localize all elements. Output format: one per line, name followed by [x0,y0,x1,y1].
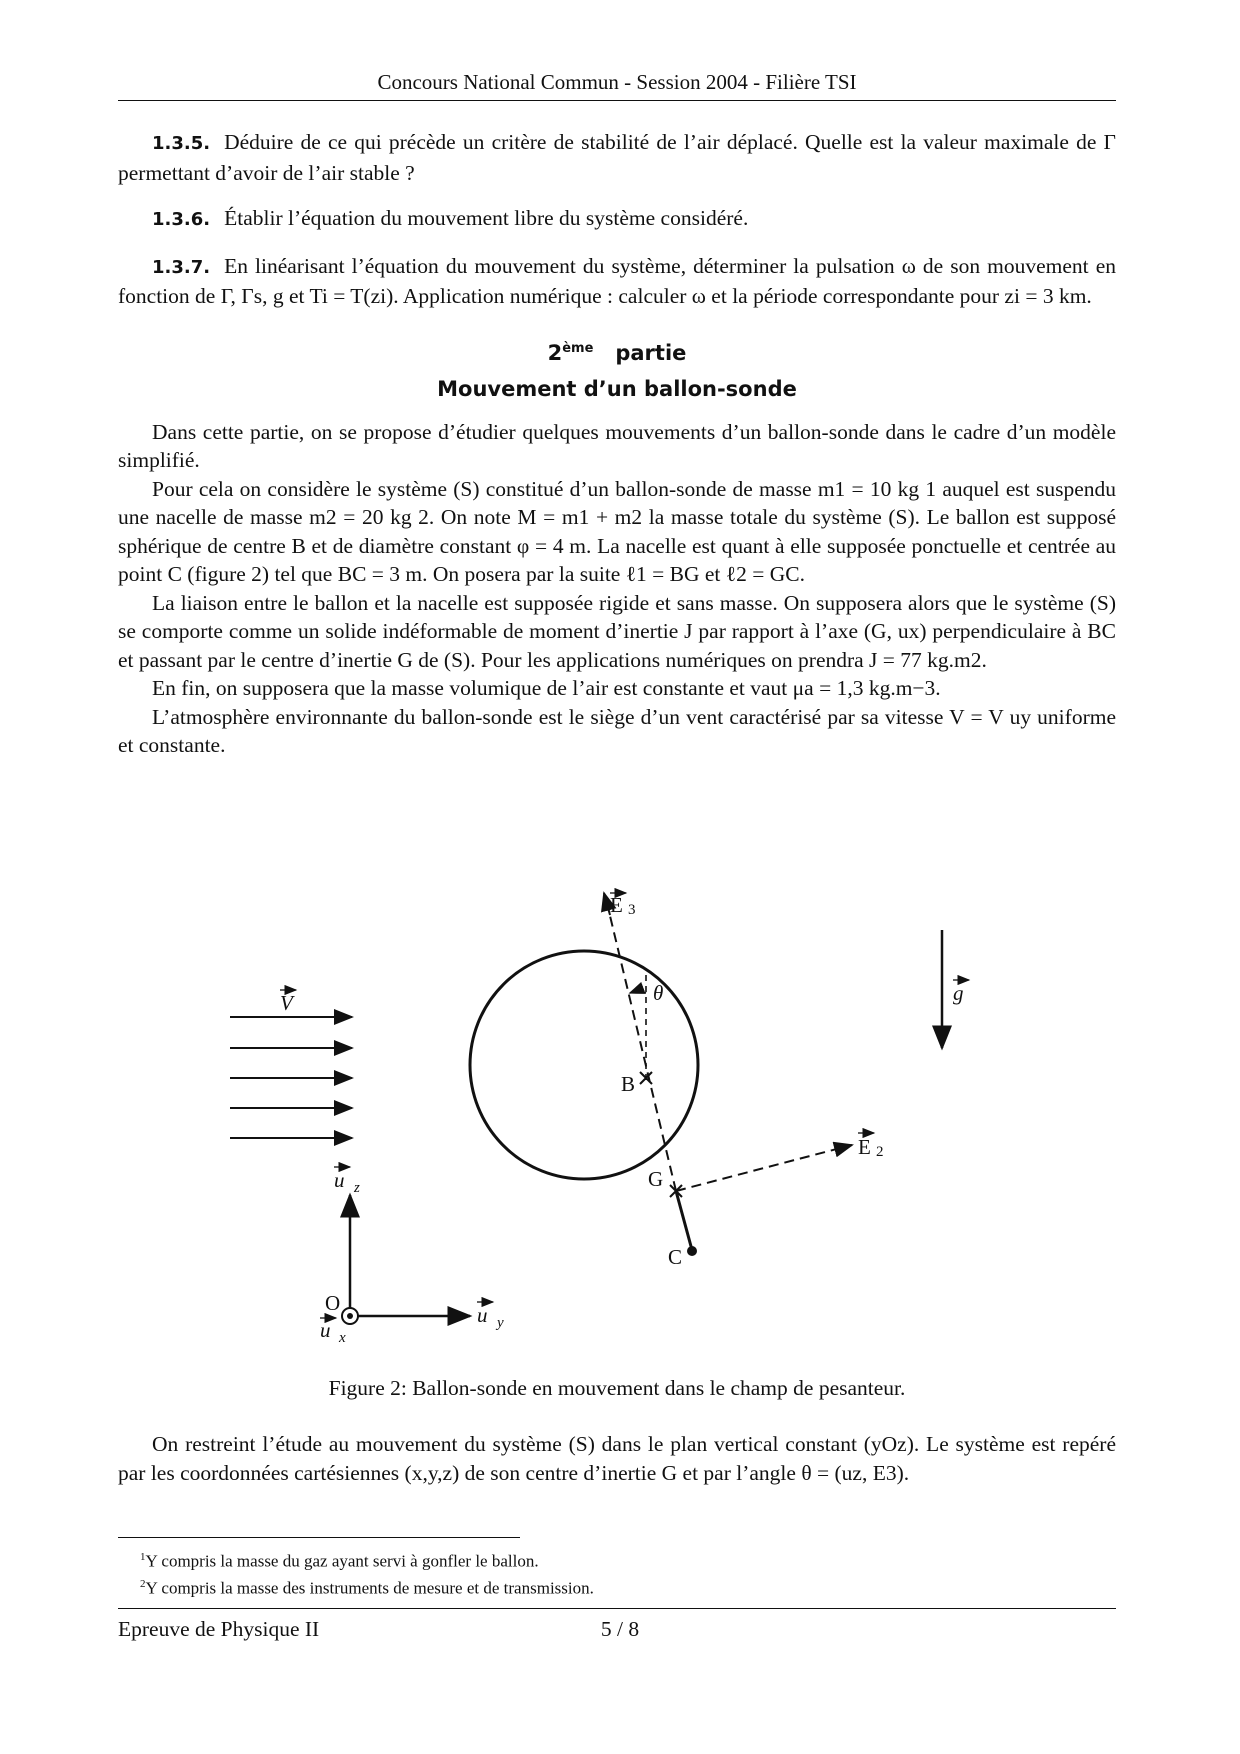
svg-text:g: g [953,981,964,1005]
paragraph-restriction [118,1430,1116,1487]
footnote-2: $^2$Y compris la masse des instruments de mesure et de transmission. [140,1577,594,1598]
label-V [280,990,296,1015]
svg-text:z: z [354,1180,360,1196]
question-number: 1.3.5. [152,133,211,154]
label-G: G [648,1167,664,1191]
page-number: 5 / 8 [600,1617,640,1641]
svg-text:x: x [339,1330,346,1346]
label-uy [477,1302,504,1331]
rod-GC [676,1191,692,1250]
svg-text:u: u [477,1303,488,1327]
question-number: 1.3.7. [152,256,211,278]
paragraph-system: Pour cela on considère le système (S) constitué d’un ballon-sonde de masse m1 = 10 kg 1 auquel est suspendu une nacelle de masse m2 = 20 kg 2. On note M = m1 + m2 la masse totale du système (S). Le ballon est supposé sphérique de centre B et de diamètre constant φ = 4 m. La nacelle est quant à elle supposée ponctuelle et centrée au point C (figure 2) tel que BC = 3 m. On posera par la suite ℓ1 = BG et ℓ2 = GC. [118,476,1116,586]
footnote-rule [118,1537,520,1538]
svg-text:3: 3 [628,902,636,918]
restriction-text: On restreint l’étude au mouvement du système (S) dans le plan vertical constant (yOz). Le système est repéré par les coordonnées cartésiennes (x,y,z) de son centre d’inertie G et par l’angle θ = (uz, E3). [118,1432,1116,1485]
footnotes [140,1546,1040,1599]
wind-arrows [230,1017,352,1138]
page-header: Concours National Commun - Session 2004 - Filière TSI [377,70,857,94]
section-title: Mouvement d’un ballon-sonde [437,377,797,401]
footer-rule [118,1608,1116,1609]
svg-text:y: y [497,1315,504,1331]
label-ux [320,1318,346,1346]
balloon-circle [470,951,698,1179]
label-O: O [325,1291,341,1315]
footer-title: Epreuve de Physique II [118,1617,320,1641]
question-text: En linéarisant l’équation du mouvement du système, déterminer la pulsation ω de son mouvement en fonction de Γ, Γs, g et Ti = T(zi). Application numérique : calculer ω et la période correspondante pour zi = 3 km. [118,253,1116,308]
section-word: partie [615,340,687,365]
svg-text:2: 2 [876,1144,884,1160]
label-B: B [621,1072,636,1096]
origin-ux-dot [347,1313,353,1319]
paragraph-intro: Dans cette partie, on se propose d’étudier quelques mouvements d’un ballon-sonde dans le cadre d’un modèle simplifié. [118,419,1116,472]
paragraph-air-density: En fin, on supposera que la masse volumique de l’air est constante et vaut μa = 1,3 kg.m−3. [152,676,941,700]
label-g [953,980,969,1005]
point-C [687,1246,697,1256]
axis-E2 [676,1145,852,1191]
question-number: 1.3.6. [152,209,211,230]
label-E3 [610,893,636,918]
label-theta: θ [653,981,664,1005]
section-ordinal-sup: ème [562,340,594,356]
label-uz [334,1167,360,1196]
svg-text:u: u [334,1168,345,1192]
svg-text:E: E [858,1135,871,1159]
section-ordinal: 2 [547,340,563,365]
figure-caption: Figure 2: Ballon-sonde en mouvement dans le champ de pesanteur. [328,1376,906,1400]
question-text: Établir l’équation du mouvement libre du système considéré. [224,206,749,230]
footnote-1: $^1$Y compris la masse du gaz ayant servi à gonfler le ballon. [140,1551,539,1571]
svg-text:u: u [320,1318,331,1342]
paragraph-wind: L’atmosphère environnante du ballon-sonde est le siège d’un vent caractérisé par sa vitesse V = V uy uniforme et constante. [118,704,1116,757]
paragraph-liaison: La liaison entre le ballon et la nacelle est supposée rigide et sans masse. On supposera alors que le système (S) se comporte comme un solide indéformable de moment d’inertie J par rapport à l’axe (G, ux) perpendiculaire à BC et passant par le centre d’inertie G de (S). Pour les applications numériques on prendra J = 77 kg.m2. [118,590,1116,672]
label-E2 [858,1133,884,1160]
svg-text:V: V [280,991,293,1015]
theta-arc [630,992,646,994]
label-C: C [668,1245,683,1269]
question-text: Déduire de ce qui précède un critère de stabilité de l’air déplacé. Quelle est la valeur maximale de Γ permettant d’avoir de l’air stable ? [118,130,1116,185]
svg-text:E: E [610,893,623,917]
point-B [640,1072,652,1084]
